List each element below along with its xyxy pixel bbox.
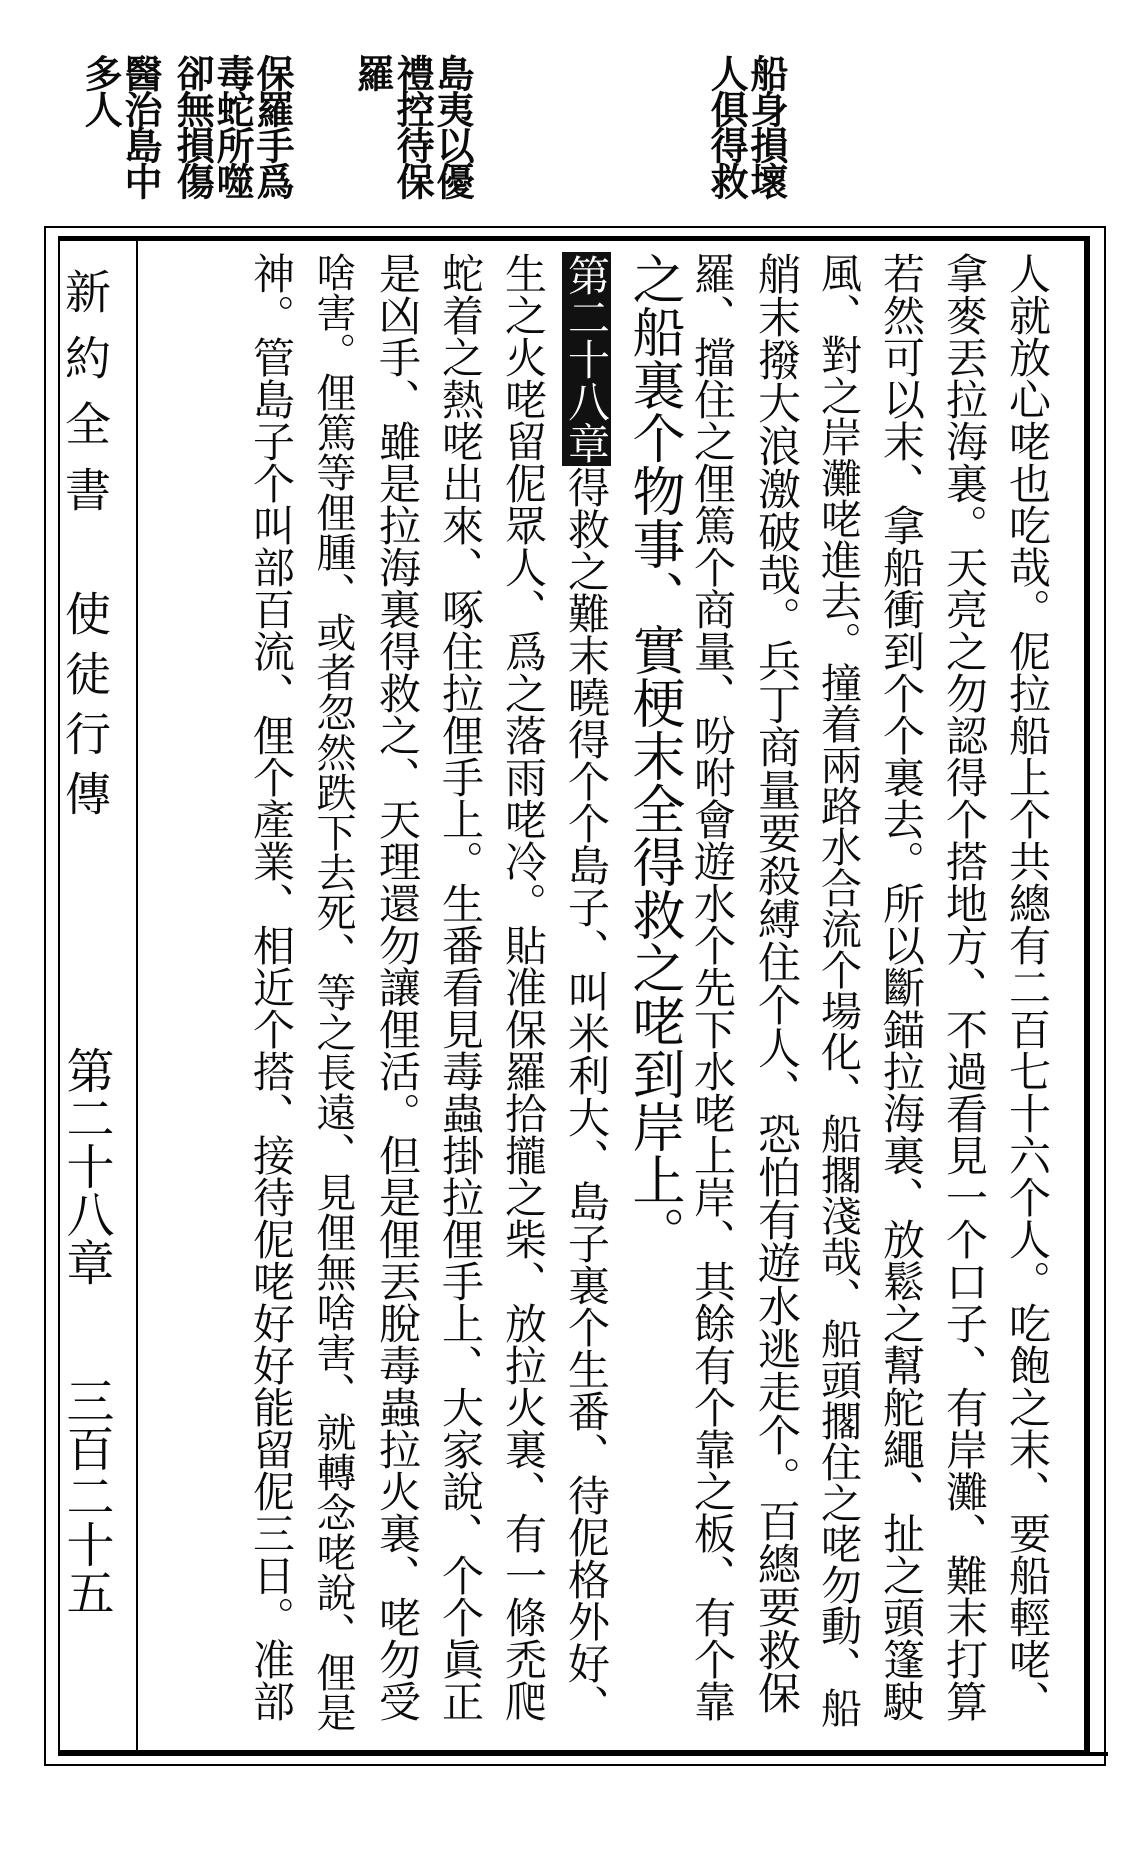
margin-note-1-text: 船身損壞人俱得救 xyxy=(704,54,789,198)
margin-note-4-text: 醫治島中多人 xyxy=(78,54,163,198)
margin-note-3 xyxy=(170,54,295,224)
text-column-7: 之船裏个物事、實梗末全得救之咾到岸上。 xyxy=(624,252,685,1259)
running-head-chapter: 第二十八章 xyxy=(58,1046,114,1286)
text-column-4: 風、對之岸灘咾進去。撞着兩路水合流个場化、船擱淺哉、船頭擱住之咾勿動、船 xyxy=(814,252,862,1728)
text-column-12: 啥害。俚篤等俚腫、或者忽然跌下去死、等之長遠、見俚無啥害、就轉念咾說、俚是 xyxy=(310,252,356,1732)
text-column-11: 是凶手、雖是拉海裏得救之、天理還勿讓俚活。但是俚丟脫毒蟲拉火裏、咾勿受 xyxy=(373,252,422,1722)
running-head-book: 新約全書 xyxy=(58,268,112,532)
text-column-10: 蛇着之熱咾出來、啄住拉俚手上。生番看見毒蟲掛拉俚手上、大家說、个个眞正 xyxy=(436,252,485,1722)
text-column-5: 艄末撥大浪激破哉。兵丁商量要殺縛住个人、恐怕有遊水逃走个。百總要救保 xyxy=(751,252,801,1714)
margin-note-2-text: 島夷以優禮控待保羅 xyxy=(350,54,475,198)
page-number: 三百二十五 xyxy=(58,1376,114,1616)
running-head-section: 使徒行傳 xyxy=(58,590,112,830)
chapter-heading: 第二十八章 xyxy=(562,254,611,464)
margin-note-1 xyxy=(704,54,789,224)
margin-note-2 xyxy=(350,54,475,224)
text-column-13: 神。管島子个叫部百流、俚个產業、相近个搭、接待伲咾好好能留伲三日。准部 xyxy=(247,252,296,1722)
page-bottom-rule xyxy=(58,1752,1108,1756)
text-column-3: 若然可以末、拿船衝到个个裏去。所以斷錨拉海裏、放鬆之幫舵繩、扯之頭篷駛 xyxy=(877,252,926,1722)
column-rule-margin xyxy=(136,236,138,1754)
margin-note-3-text: 保羅手爲毒蛇所噬卻無損傷 xyxy=(170,54,295,198)
text-column-9: 生之火咾留伲眾人、爲之落雨咾冷。貼准保羅拾攏之柴、放拉火裏、有一條禿爬 xyxy=(499,252,548,1722)
text-column-6: 羅、擋住之俚篤个商量、吩咐會遊水个先下水咾上岸、其餘有个靠之板、有个靠 xyxy=(688,252,737,1722)
text-column-1: 人就放心咾也吃哉。伲拉船上个共總有二百七十六个人。吃飽之末、要船輕咾、 xyxy=(1003,252,1052,1722)
text-column-2: 拿麥丟拉海裏。天亮之勿認得个搭地方、不過看見一个口子、有岸灘、難末打算 xyxy=(940,252,989,1722)
margin-note-4 xyxy=(78,54,163,224)
text-column-8-body: 得救之難末曉得个个島子、叫米利大、島子裏个生番、待伲格外好、 xyxy=(562,466,611,1726)
text-column-8 xyxy=(562,252,611,1742)
